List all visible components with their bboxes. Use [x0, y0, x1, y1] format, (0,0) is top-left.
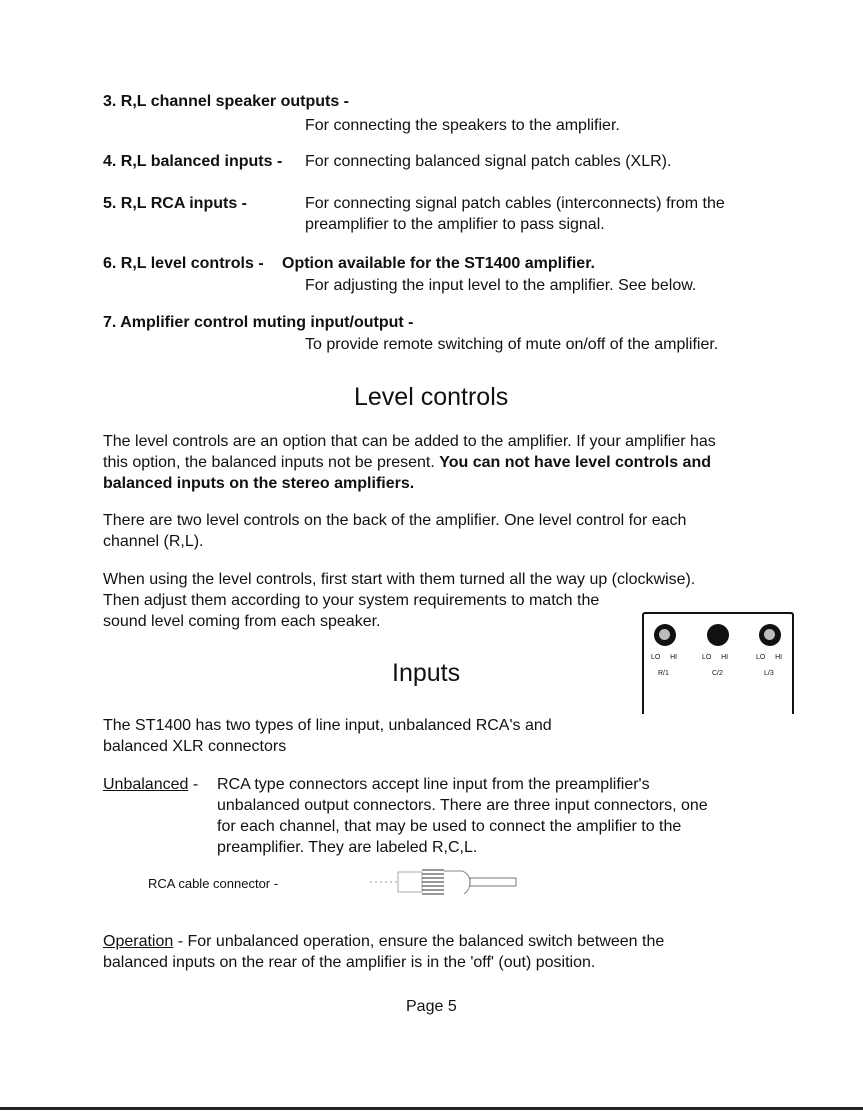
level-p3-line1: When using the level controls, first start with them turned all the way up (clockwise).	[103, 571, 696, 588]
knob-r-icon	[654, 624, 676, 646]
level-p1-line3: balanced inputs on the stereo amplifiers.	[103, 475, 415, 492]
unbalanced-line3: for each channel, that may be used to connect the amplifier to the	[217, 818, 682, 835]
operation-line1: Operation - For unbalanced operation, ensure the balanced switch between the	[103, 933, 665, 950]
knob-c-icon	[707, 624, 729, 646]
item-4-title: 4. R,L balanced inputs -	[103, 153, 283, 170]
knob-c-label: C/2	[712, 670, 723, 677]
inputs-p1-line1: The ST1400 has two types of line input, unbalanced RCA's and	[103, 717, 552, 734]
item-7-desc: To provide remote switching of mute on/off of the amplifier.	[305, 336, 719, 353]
item-3-title: 3. R,L channel speaker outputs -	[103, 93, 349, 110]
knob-l-label: L/3	[764, 670, 774, 677]
item-7-title: 7. Amplifier control muting input/output -	[103, 314, 414, 331]
level-p1-line1: The level controls are an option that can be added to the amplifier. If your amplifier has	[103, 433, 716, 450]
inputs-p1-line2: balanced XLR connectors	[103, 738, 287, 755]
unbalanced-label: Unbalanced -	[103, 776, 199, 793]
level-p3-line3: sound level coming from each speaker.	[103, 613, 381, 630]
rca-connector-icon	[370, 866, 520, 898]
item-3-desc: For connecting the speakers to the amplifier.	[305, 117, 620, 134]
unbalanced-line2: unbalanced output connectors. There are three input connectors, one	[217, 797, 708, 814]
level-p2-line1: There are two level controls on the back of the amplifier. One level control for each	[103, 512, 687, 529]
item-5-desc-1: For connecting signal patch cables (interconnects) from the	[305, 195, 725, 212]
unbalanced-line4: preamplifier. They are labeled R,C,L.	[217, 839, 478, 856]
item-5-title: 5. R,L RCA inputs -	[103, 195, 247, 212]
level-p1-text: this option, the balanced inputs not be present.	[103, 454, 440, 471]
level-p2-line2: channel (R,L).	[103, 533, 204, 550]
item-5-desc-2: preamplifier to the amplifier to pass signal.	[305, 216, 605, 233]
page-number: Page 5	[406, 998, 457, 1015]
knob-c-range: LO HI	[702, 654, 729, 661]
knob-r-range: LO HI	[651, 654, 678, 661]
knob-l-icon	[759, 624, 781, 646]
item-6-title: 6. R,L level controls -	[103, 255, 264, 272]
inputs-heading: Inputs	[392, 659, 461, 687]
item-6-note: Option available for the ST1400 amplifier.	[282, 255, 595, 272]
scan-edge-divider	[0, 1107, 863, 1110]
item-4-desc: For connecting balanced signal patch cables (XLR).	[305, 153, 672, 170]
operation-line2: balanced inputs on the rear of the amplifier is in the 'off' (out) position.	[103, 954, 596, 971]
item-6-desc: For adjusting the input level to the amplifier. See below.	[305, 277, 697, 294]
unbalanced-line1: RCA type connectors accept line input from the preamplifier's	[217, 776, 650, 793]
knob-l-range: LO HI	[756, 654, 783, 661]
level-p1-line2	[103, 452, 711, 473]
rca-caption: RCA cable connector -	[148, 876, 279, 891]
level-control-panel-diagram	[642, 612, 794, 714]
level-p1-bold: You can not have level controls and	[439, 454, 711, 471]
knob-r-label: R/1	[658, 670, 669, 677]
level-controls-heading: Level controls	[354, 383, 509, 411]
level-p3-line2: Then adjust them according to your system requirements to match the	[103, 592, 600, 609]
